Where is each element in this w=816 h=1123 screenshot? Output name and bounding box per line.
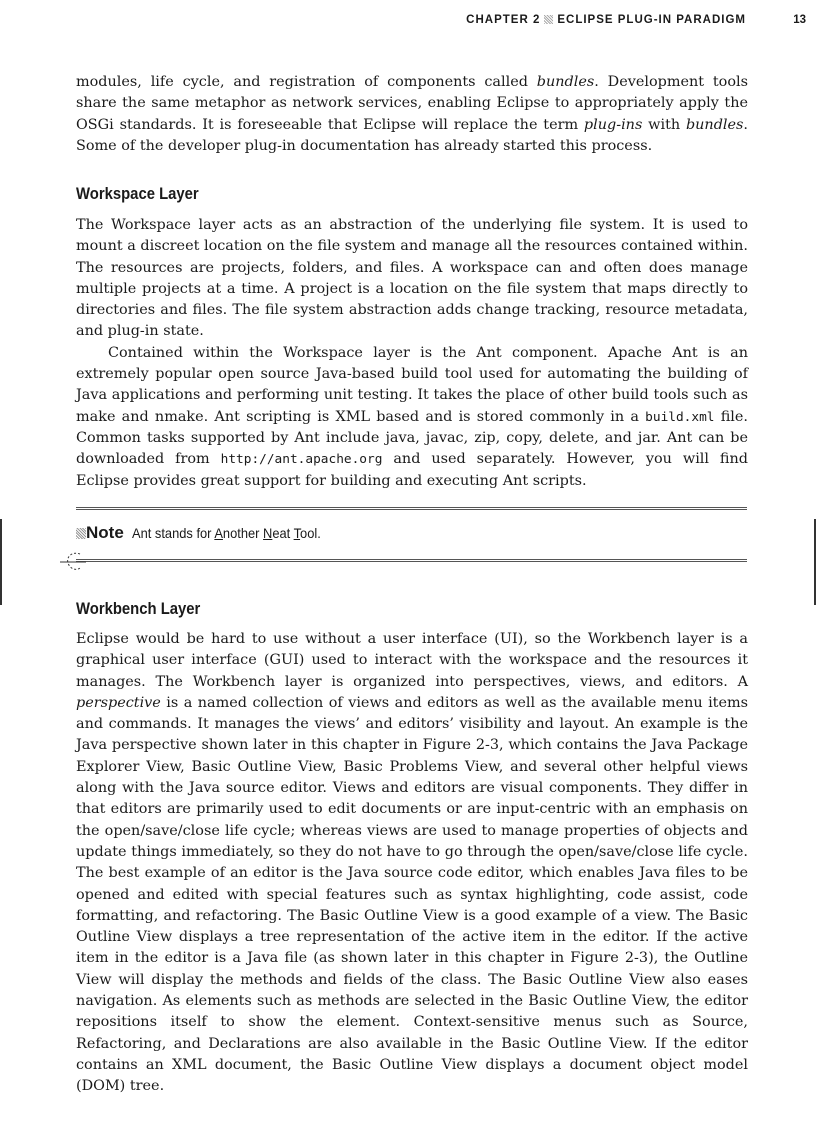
underlined-letter: N bbox=[262, 525, 273, 541]
text-run: Ant stands for bbox=[131, 525, 215, 541]
registration-mark-icon bbox=[58, 549, 88, 575]
note-top-rule bbox=[76, 507, 747, 510]
separator-icon bbox=[544, 15, 553, 24]
emphasis: bundles bbox=[685, 116, 744, 133]
text-run: and used separately. However, you will find Eclipse provides great support for building and executing Ant scripts. bbox=[76, 451, 749, 489]
paragraph: The Workspace layer acts as an abstraction of the underlying file system. It is used to mount a discreet location on the file system and manage all the resources contained within. The resources are projects, folders, and files. A workspace can and often does manage multiple projects at a time. A project is a location on the file system that maps directly to directories and files. The file system abstraction adds change tracking, resource metadata, and plug-in state. bbox=[76, 217, 748, 340]
note-label: Note bbox=[86, 523, 124, 542]
note-bottom-rule bbox=[76, 559, 747, 562]
crop-mark-left bbox=[0, 519, 2, 605]
paragraph bbox=[76, 343, 748, 492]
chapter-heading bbox=[466, 14, 746, 26]
inline-code: build.xml bbox=[645, 409, 715, 425]
chapter-title: ECLIPSE PLUG-IN PARADIGM bbox=[557, 14, 746, 26]
section-heading-workspace: Workspace Layer bbox=[76, 185, 199, 203]
section-heading-workbench: Workbench Layer bbox=[76, 600, 201, 618]
text-run: ool. bbox=[299, 525, 321, 541]
text-run: . Some of the developer plug-in documentation has already started this process. bbox=[76, 116, 748, 154]
text-run: modules, life cycle, and registration of components called bbox=[76, 74, 537, 90]
text-run: nother bbox=[222, 525, 263, 541]
paragraph bbox=[76, 72, 748, 157]
text-run: eat bbox=[272, 525, 294, 541]
running-header bbox=[76, 12, 806, 32]
underlined-letter: T bbox=[293, 525, 300, 541]
text-run: with bbox=[642, 116, 686, 133]
inline-code: http://ant.apache.org bbox=[220, 452, 383, 468]
paragraph bbox=[76, 629, 748, 1098]
text-run: is a named collection of views and editors as well as the available menu items and commands. It manages the views’ and editors’ visibility and layout. An example is the Java perspective shown later in this chapter in Figure 2-3, which contains the Java Package Explorer View, Basic Outline View, Basic Problems View, and several other helpful views along with the Java source editor. Views and editors are visual components. They differ in that editors are primarily used to edit documents or are input-centric with an emphasis on the open/save/close life cycle; whereas views are used to manage properties of objects and update things immediately, so they do not have to go through the open/save/close life cycle. The best example of an editor is the Java source code editor, which enables Java files to be opened and edited with special features such as syntax highlighting, code assist, code formatting, and refactoring. The Basic Outline View is a good example of a view. The Basic Outline View displays a tree representation of the active item in the editor. If the active item in the editor is a Java file (as shown later in this chapter in Figure 2-3), the Outline View will display the methods and fields of the class. The Basic Outline View also eases navigation. As elements such as methods are selected in the Basic Outline View, the editor repositions itself to show the element. Context-sensitive menus such as Source, Refactoring, and Declarations are also available in the Basic Outline View. If the editor contains an XML document, the Basic Outline View displays a document object model (DOM) tree. bbox=[76, 694, 748, 1095]
underlined-letter: A bbox=[214, 525, 223, 541]
text-run: Eclipse would be hard to use without a user interface (UI), so the Workbench layer is a graphical user interface (GUI) used to interact with the workspace and the resources it manages. The Workbench layer is organized into perspectives, views, and editors. A bbox=[76, 631, 748, 690]
emphasis: plug-ins bbox=[583, 116, 643, 133]
note-text bbox=[132, 525, 321, 541]
page-number: 13 bbox=[793, 14, 806, 26]
note-marker-icon bbox=[76, 528, 86, 539]
workspace-section-body bbox=[76, 215, 748, 492]
text-run: file. Common tasks supported by Ant include java, javac, zip, copy, delete, and jar. Ant can be downloaded from bbox=[76, 408, 748, 468]
workbench-section-body bbox=[76, 629, 748, 1098]
note-box bbox=[76, 523, 747, 543]
emphasis: bundles bbox=[536, 74, 595, 90]
chapter-label: CHAPTER 2 bbox=[466, 14, 541, 26]
intro-paragraph bbox=[76, 72, 748, 157]
text-run: Contained within the Workspace layer is the Ant component. Apache Ant is an extremely popular open source Java-based build tool used for automating the building of Java applications and performing unit testing. It takes the place of other build tools such as make and nmake. Ant scripting is XML based and is stored commonly in a bbox=[76, 344, 748, 425]
text-run: . Development tools share the same metaphor as network services, enabling Eclipse to appropriately apply the OSGi standards. It is foreseeable that Eclipse will replace the term bbox=[76, 74, 749, 133]
emphasis: perspective bbox=[76, 694, 161, 711]
